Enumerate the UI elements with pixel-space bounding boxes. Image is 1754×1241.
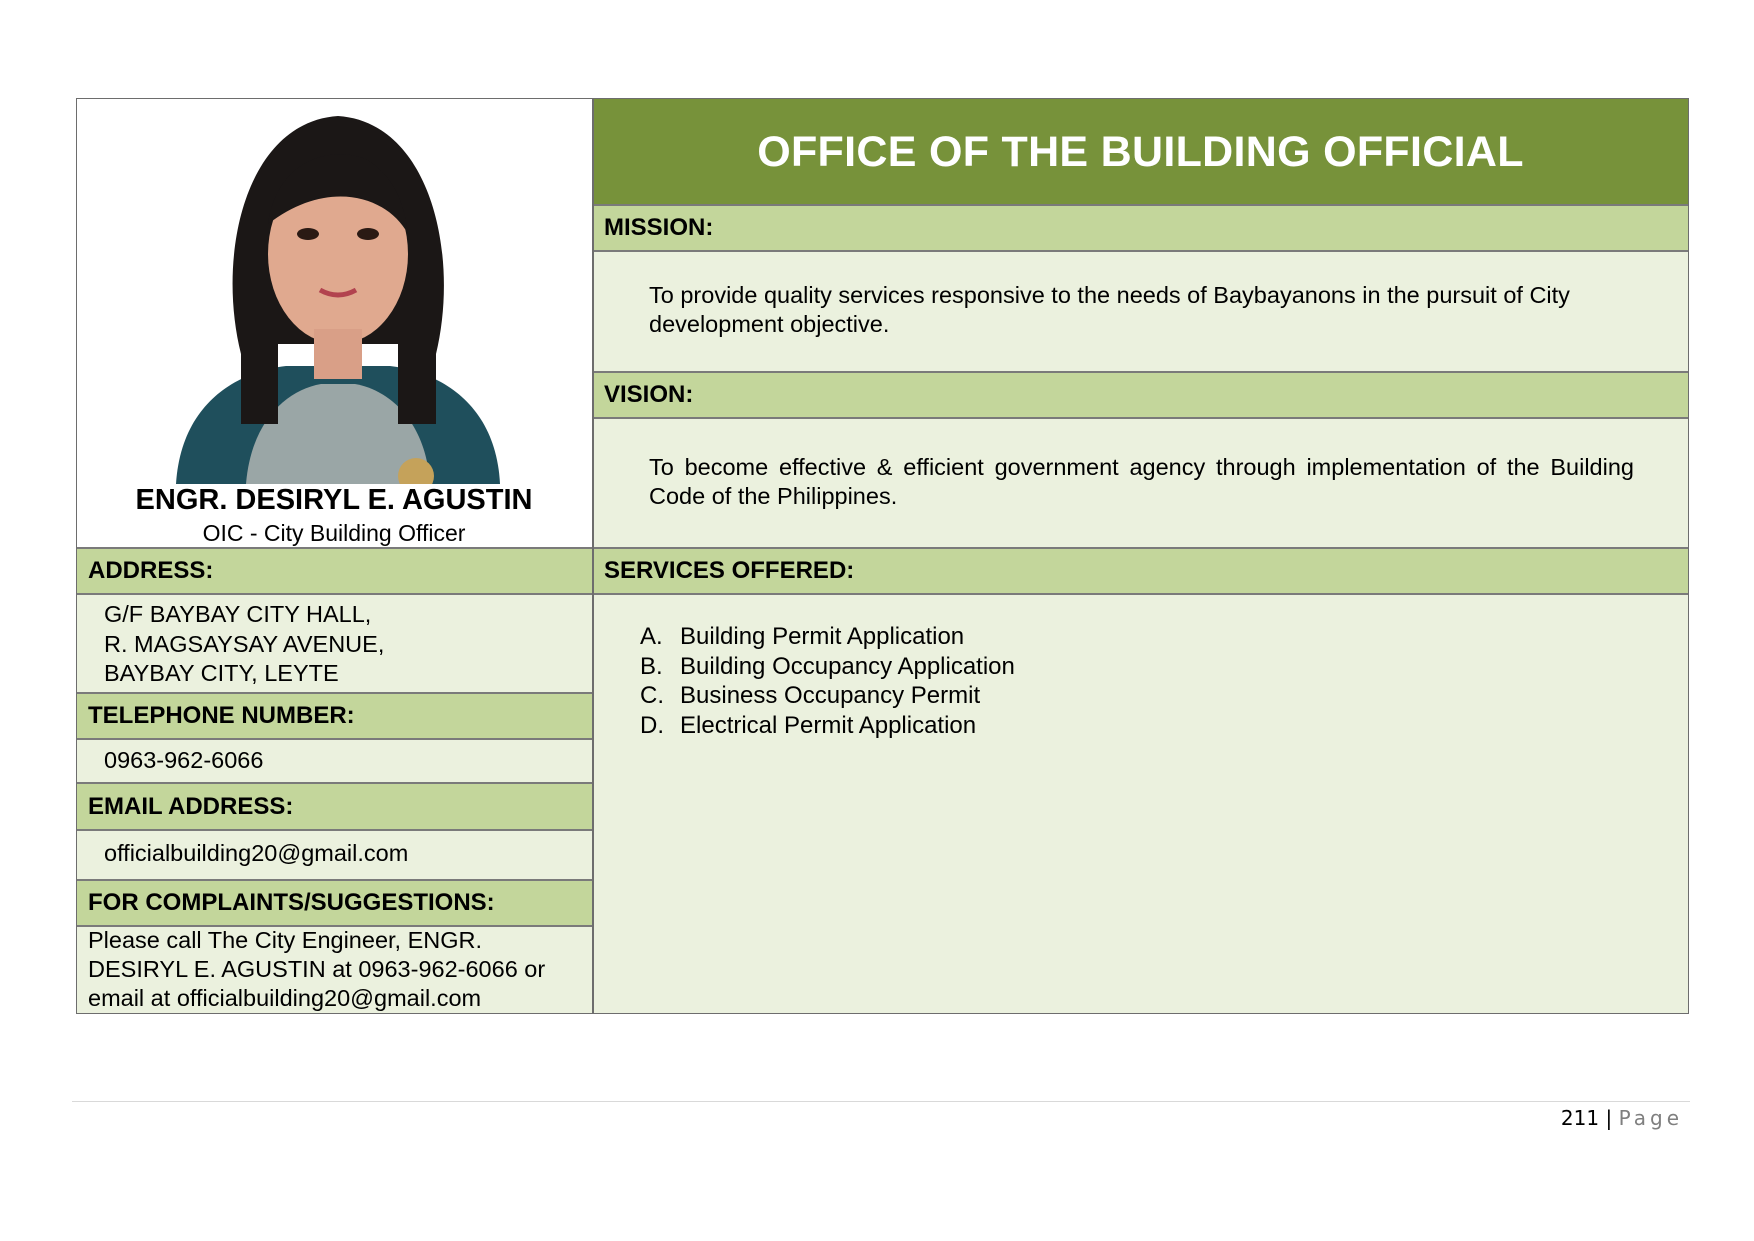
address-label: ADDRESS: [88, 557, 214, 584]
footer-rule [72, 1101, 1690, 1102]
list-item-text: Building Permit Application [680, 623, 965, 650]
list-item-text: Business Occupancy Permit [680, 682, 981, 709]
email-label: EMAIL ADDRESS: [88, 792, 294, 820]
vision-label: VISION: [604, 381, 694, 408]
address-line: R. MAGSAYSAY AVENUE, [104, 630, 385, 657]
complaints-line: DESIRYL E. AGUSTIN at 0963-962-6066 or [88, 956, 546, 982]
email-value: officialbuilding20@gmail.com [104, 840, 409, 866]
mission-label: MISSION: [604, 214, 714, 241]
page-label: Page [1618, 1106, 1683, 1130]
vision-text: To become effective & efficient government agency through implementation of the Building Code of the Philippines. [649, 454, 1634, 509]
footer-separator: | [1605, 1106, 1613, 1130]
mission-text: To provide quality services responsive to the needs of Baybayanons in the pursuit of City development objective. [649, 282, 1570, 337]
complaints-line: email at officialbuilding20@gmail.com [88, 985, 482, 1011]
complaints-line: Please call The City Engineer, ENGR. [88, 927, 483, 953]
page-number: 211 [1560, 1106, 1600, 1130]
complaints-label: FOR COMPLAINTS/SUGGESTIONS: [88, 889, 495, 916]
address-line: BAYBAY CITY, LEYTE [104, 660, 339, 686]
list-item-text: Electrical Permit Application [680, 711, 977, 739]
telephone-label: TELEPHONE NUMBER: [88, 702, 355, 729]
person-name: ENGR. DESIRYL E. AGUSTIN [135, 484, 533, 516]
page-title: OFFICE OF THE BUILDING OFFICIAL [757, 127, 1524, 176]
list-item-text: Building Occupancy Application [680, 652, 1015, 680]
list-item-letter: C. [640, 682, 664, 709]
address-line: G/F BAYBAY CITY HALL, [104, 601, 372, 627]
services-label: SERVICES OFFERED: [604, 557, 855, 584]
page-footer [1561, 1106, 1683, 1130]
list-item-letter: B. [640, 652, 663, 680]
telephone-value: 0963-962-6066 [104, 747, 264, 773]
person-position: OIC - City Building Officer [202, 520, 466, 546]
list-item-letter: A. [640, 623, 663, 650]
table-frame [76, 98, 1689, 1014]
list-item-letter: D. [640, 711, 664, 739]
